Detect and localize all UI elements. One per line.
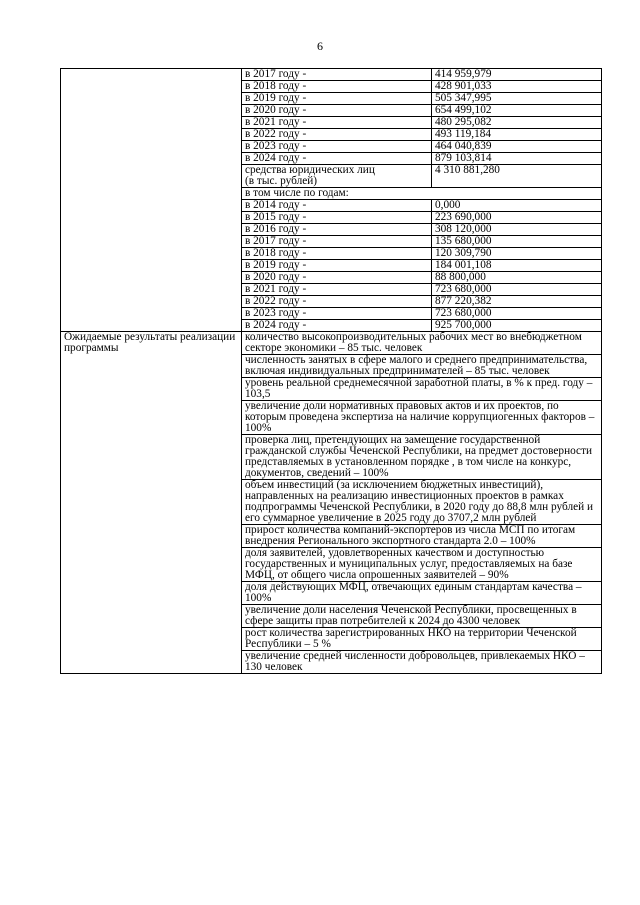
year-cell: в 2024 году - <box>242 153 432 165</box>
result-item: увеличение доли населения Чеченской Республики, просвещенных в сфере защиты прав потребителей к 2024 до 4300 человек <box>242 605 602 628</box>
amount-cell: 428 901,033 <box>432 81 602 93</box>
program-passport-table <box>60 68 602 674</box>
expected-results-label: Ожидаемые результаты реализации программы <box>61 332 242 674</box>
result-item: уровень реальной среднемесячной заработной платы, в % к пред. году – 103,5 <box>242 378 602 401</box>
year-cell: в 2021 году - <box>242 117 432 129</box>
year-cell: в 2022 году - <box>242 129 432 141</box>
year-cell: в 2016 году - <box>242 224 432 236</box>
expected-results-section <box>61 332 602 674</box>
year-cell: в 2023 году - <box>242 141 432 153</box>
amount-cell: 464 040,839 <box>432 141 602 153</box>
expected-results-row <box>61 332 602 355</box>
year-cell: в 2018 году - <box>242 248 432 260</box>
amount-cell: 223 690,000 <box>432 212 602 224</box>
year-cell: в 2017 году - <box>242 236 432 248</box>
year-cell: в 2023 году - <box>242 308 432 320</box>
year-cell: в 2020 году - <box>242 105 432 117</box>
amount-cell: 723 680,000 <box>432 308 602 320</box>
amount-cell: 414 959,979 <box>432 69 602 81</box>
amount-cell: 493 119,184 <box>432 129 602 141</box>
amount-cell: 877 220,382 <box>432 296 602 308</box>
result-item: объем инвестиций (за исключением бюджетных инвестиций), направленных на реализацию инвестиционных проектов в рамках подпрограммы Чеченской Республики, в 2020 году до 88,8 млн рублей и его суммарное увеличение в 2025 году до 3707,2 млн рублей <box>242 480 602 525</box>
result-item: прирост количества компаний-экспортеров из числа МСП по итогам внедрения Регионального экспортного стандарта 2.0 – 100% <box>242 525 602 548</box>
legal-entities-label-line2: (в тыс. рублей) <box>245 175 318 187</box>
result-item: количество высокопроизводительных рабочих мест во внебюджетном секторе экономики – 85 тыс. человек <box>242 332 602 355</box>
by-years-label: в том числе по годам: <box>242 188 602 200</box>
year-cell: в 2017 году - <box>242 69 432 81</box>
year-cell: в 2024 году - <box>242 320 432 332</box>
amount-cell: 120 309,790 <box>432 248 602 260</box>
legal-entities-total: 4 310 881,280 <box>432 165 602 188</box>
year-cell: в 2020 году - <box>242 272 432 284</box>
amount-cell: 135 680,000 <box>432 236 602 248</box>
page-number: 6 <box>317 39 323 53</box>
legal-entities-label <box>242 165 432 188</box>
amount-cell: 308 120,000 <box>432 224 602 236</box>
year-cell: в 2015 году - <box>242 212 432 224</box>
amount-cell: 879 103,814 <box>432 153 602 165</box>
amount-cell: 184 001,108 <box>432 260 602 272</box>
amount-cell: 505 347,995 <box>432 93 602 105</box>
result-item: увеличение доли нормативных правовых актов и их проектов, по которым проведена экспертиза на наличие коррупциогенных факторов – 100% <box>242 401 602 435</box>
amount-cell: 0,000 <box>432 200 602 212</box>
result-item: проверка лиц, претендующих на замещение государственной гражданской службы Чеченской Республики, на предмет достоверности представляемых в установленном порядке , в том числе на конкурс, документов, сведений – 100% <box>242 435 602 480</box>
funding-section <box>61 69 602 332</box>
amount-cell: 88 800,000 <box>432 272 602 284</box>
year-cell: в 2019 году - <box>242 93 432 105</box>
funding-row <box>61 69 602 81</box>
year-cell: в 2018 году - <box>242 81 432 93</box>
year-cell: в 2022 году - <box>242 296 432 308</box>
result-item: рост количества зарегистрированных НКО на территории Чеченской Республики – 5 % <box>242 628 602 651</box>
legal-entities-label-line1: средства юридических лиц <box>245 164 375 176</box>
funding-label-cell <box>61 69 242 332</box>
amount-cell: 723 680,000 <box>432 284 602 296</box>
amount-cell: 925 700,000 <box>432 320 602 332</box>
year-cell: в 2019 году - <box>242 260 432 272</box>
result-item: увеличение средней численности добровольцев, привлекаемых НКО – 130 человек <box>242 651 602 674</box>
amount-cell: 480 295,082 <box>432 117 602 129</box>
year-cell: в 2021 году - <box>242 284 432 296</box>
result-item: доля действующих МФЦ, отвечающих единым стандартам качества – 100% <box>242 582 602 605</box>
result-item: численность занятых в сфере малого и среднего предпринимательства, включая индивидуальных предпринимателей – 85 тыс. человек <box>242 355 602 378</box>
result-item: доля заявителей, удовлетворенных качеством и доступностью государственных и муниципальных услуг, предоставляемых на базе МФЦ, от общего числа опрошенных заявителей – 90% <box>242 548 602 582</box>
amount-cell: 654 499,102 <box>432 105 602 117</box>
year-cell: в 2014 году - <box>242 200 432 212</box>
